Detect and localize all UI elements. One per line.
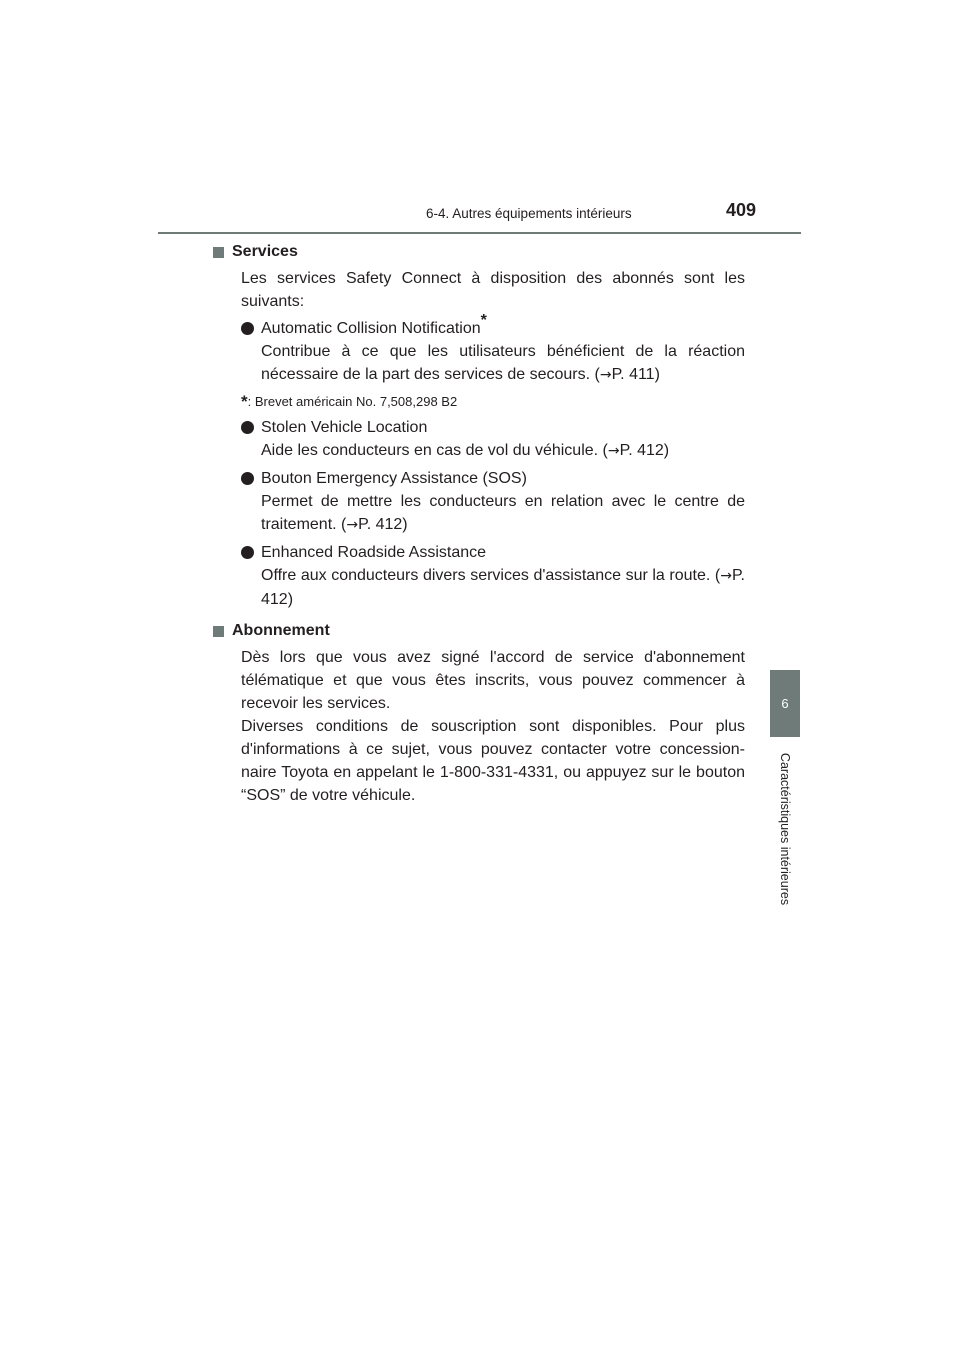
service-desc: Contribue à ce que les utilisateurs bénéficient de la réaction nécessaire de la part des services de secours. ( xyxy=(261,343,745,383)
subscription-heading-text: Abonnement xyxy=(232,622,330,639)
header-section-title: 6-4. Autres équipements intérieurs xyxy=(426,206,632,221)
service-item-roadside xyxy=(241,541,745,611)
services-heading-text: Services xyxy=(232,243,298,260)
chapter-tab-title: Caractéristiques intérieures xyxy=(778,752,792,906)
page-reference-link[interactable]: P. 412) xyxy=(619,442,670,459)
services-heading xyxy=(213,240,745,263)
square-bullet-icon xyxy=(213,247,224,258)
footnote-star: * xyxy=(241,392,248,411)
round-bullet-icon xyxy=(241,421,254,434)
round-bullet-icon xyxy=(241,472,254,485)
arrow-icon: → xyxy=(720,568,732,584)
header-divider xyxy=(158,232,801,234)
page-reference-link[interactable]: P. 411) xyxy=(611,366,660,383)
footnote-text: : Brevet américain No. 7,508,298 B2 xyxy=(247,394,458,409)
arrow-icon: → xyxy=(346,517,359,533)
service-item-collision xyxy=(241,311,745,387)
service-title: Enhanced Roadside Assistance xyxy=(261,544,487,561)
subscription-paragraph-1: Dès lors que vous avez signé l'accord de service d'abonnement télématique et que vous êtes inscrits, vous pouvez commencer à recevoir les services. xyxy=(241,649,745,712)
round-bullet-icon xyxy=(241,546,254,559)
chapter-tab-number: 6 xyxy=(770,670,800,737)
services-intro: Les services Safety Connect à disposition des abonnés sont les suivants: xyxy=(241,270,745,310)
service-title: Automatic Collision Notification xyxy=(261,320,481,337)
service-desc: Offre aux conducteurs divers services d'assistance sur la route. ( xyxy=(261,567,721,584)
round-bullet-icon xyxy=(241,322,254,335)
service-item-stolen-vehicle xyxy=(241,416,745,463)
service-desc: Permet de mettre les conducteurs en relation avec le centre de traitement. ( xyxy=(261,493,745,533)
page-number: 409 xyxy=(726,200,757,220)
arrow-icon: → xyxy=(599,367,612,383)
service-title: Stolen Vehicle Location xyxy=(261,419,428,436)
subscription-paragraph-2: Diverses conditions de souscription sont disponibles. Pour plus d'informations à ce sujet, vous pouvez contacter votre concession-naire Toyota en appelant le 1-800-331-4331, ou appuyez sur le bouton “SOS” de votre véhicule. xyxy=(241,718,745,804)
subscription-heading xyxy=(213,619,745,642)
footnote xyxy=(241,391,745,412)
page-reference-link[interactable]: P. 412) xyxy=(358,516,408,533)
main-content xyxy=(213,240,745,807)
page-reference-link[interactable]: P. 412) xyxy=(261,567,745,608)
square-bullet-icon xyxy=(213,626,224,637)
service-desc: Aide les conducteurs en cas de vol du véhicule. ( xyxy=(261,442,608,459)
service-item-sos xyxy=(241,467,745,537)
footnote-marker: * xyxy=(480,311,487,329)
service-title: Bouton Emergency Assistance (SOS) xyxy=(261,470,527,487)
arrow-icon: → xyxy=(607,443,620,459)
